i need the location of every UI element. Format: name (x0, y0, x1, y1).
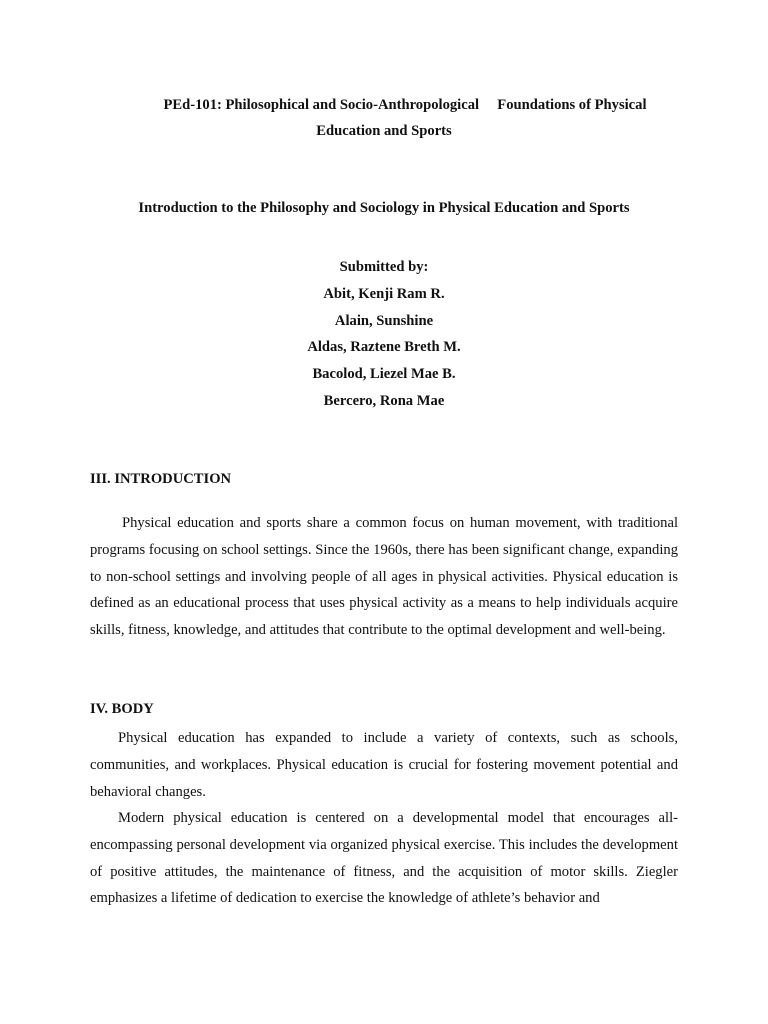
body-paragraph: Modern physical education is centered on a developmental model that encourages all-encompassing personal development via organized physical exercise. This includes the development of positive attitudes, the maintenance of fitness, and the acquisition of motor skills. Ziegler emphasizes a lifetime of dedication to exercise the knowledge of athlete’s behavior and (90, 810, 678, 907)
submitted-label: Submitted by: (339, 259, 429, 275)
body-paragraph: Physical education has expanded to include a variety of contexts, such as schools, communities, and workplaces. Physical education is crucial for fostering movement potential and behavioral changes. (90, 730, 678, 800)
author-name: Bacolod, Liezel Mae B. (312, 366, 456, 383)
document-subtitle: Introduction to the Philosophy and Sociology in Physical Education and Sports (138, 200, 630, 216)
author-name: Abit, Kenji Ram R. (323, 285, 445, 302)
course-title-line1: PEd-101: Philosophical and Socio-Anthropological Foundations of Physical (163, 97, 647, 113)
section-heading-introduction: III. INTRODUCTION (90, 471, 232, 487)
author-name: Aldas, Raztene Breth M. (307, 339, 461, 356)
course-title (0, 92, 768, 144)
author-name: Alain, Sunshine (334, 312, 434, 329)
author-name: Bercero, Rona Mae (323, 392, 445, 409)
section-heading-body: IV. BODY (90, 701, 154, 717)
introduction-paragraph: Physical education and sports share a common focus on human movement, with traditional programs focusing on school settings. Since the 1960s, there has been significant change, expanding to non-school settings and involving people of all ages in physical activities. Physical education is defined as an educational process that uses physical activity as a means to help individuals acquire skills, fitness, knowledge, and attitudes that contribute to the optimal development and well-being. (90, 515, 678, 639)
submitted-block (0, 254, 768, 415)
course-title-line2: Education and Sports (316, 123, 452, 139)
